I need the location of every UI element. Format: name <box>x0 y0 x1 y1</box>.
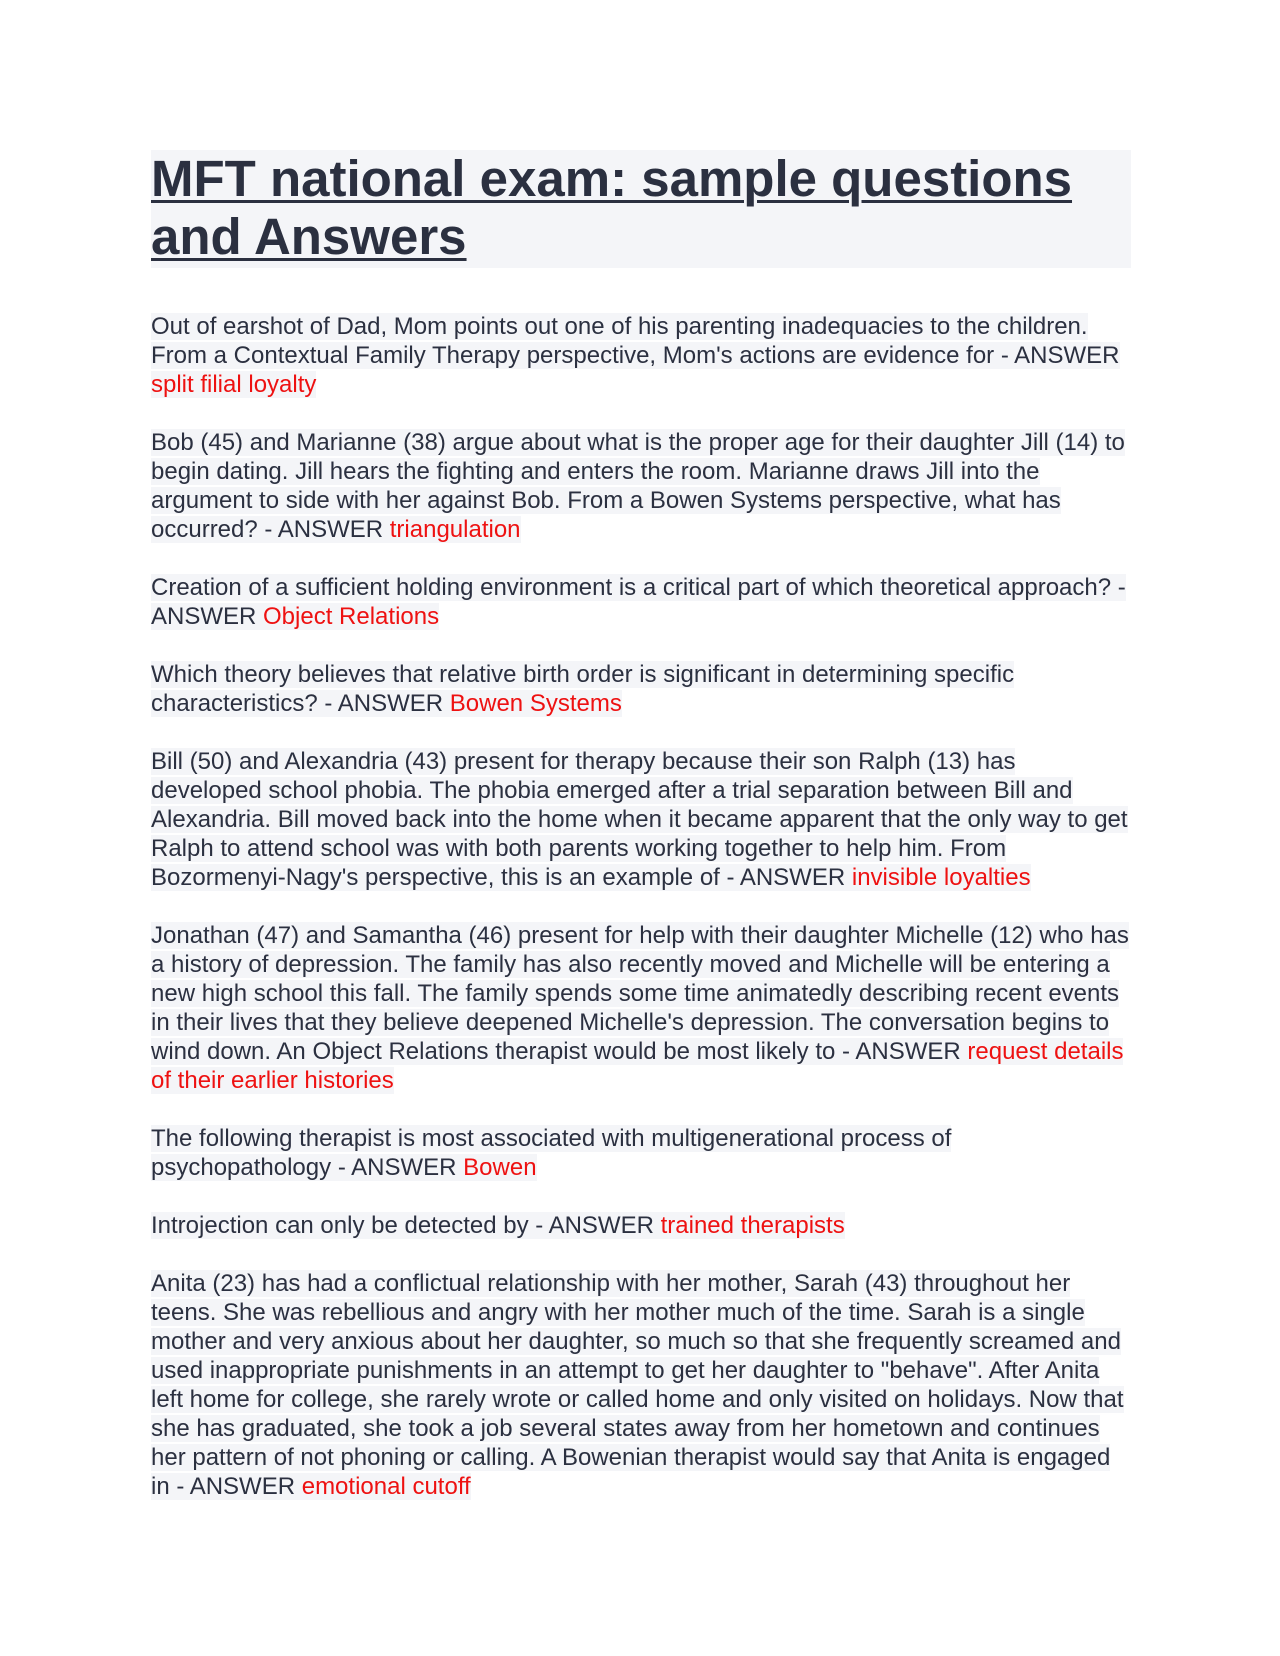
qa-item <box>151 660 1131 718</box>
question-text: Anita (23) has had a conflictual relationship with her mother, Sarah (43) throughout her teens. She was rebellious and angry with her mother much of the time. Sarah is a single mother and very anxious about her daughter, so much so that she frequently screamed and used inappropriate punishments in an attempt to get her daughter to "behave". After Anita left home for college, she rarely wrote or called home and only visited on holidays. Now that she has graduated, she took a job several states away from her hometown and continues her pattern of not phoning or calling. A Bowenian therapist would say that Anita is engaged in <box>151 1270 1124 1500</box>
answer-marker: - ANSWER <box>324 690 444 717</box>
qa-item <box>151 573 1131 631</box>
answer-marker: - ANSWER <box>264 516 384 543</box>
answer-marker: - ANSWER <box>1000 342 1120 369</box>
document-page <box>151 150 1131 1530</box>
qa-text <box>151 1270 1124 1500</box>
qa-item <box>151 428 1131 544</box>
qa-text <box>151 429 1125 543</box>
question-text: Which theory believes that relative birth order is significant in determining specific characteristics? <box>151 661 1015 717</box>
answer-marker: - ANSWER <box>151 574 1126 630</box>
qa-text <box>151 922 1129 1094</box>
question-text: Jonathan (47) and Samantha (46) present for help with their daughter Michelle (12) who has a history of depression. The family has also recently moved and Michelle will be entering a new high school this fall. The family spends some time animatedly describing recent events in their lives that they believe deepened Michelle's depression. The conversation begins to wind down. An Object Relations therapist would be most likely to <box>151 922 1129 1065</box>
answer-text: request details of their earlier histories <box>151 1038 1124 1094</box>
answer-text: invisible loyalties <box>851 864 1031 891</box>
qa-item <box>151 1269 1131 1501</box>
answer-text: emotional cutoff <box>301 1473 471 1500</box>
answer-marker: - ANSWER <box>535 1212 654 1239</box>
answer-marker: - ANSWER <box>337 1154 457 1181</box>
question-text: Creation of a sufficient holding environment is a critical part of which theoretical approach? <box>151 574 1112 601</box>
qa-text <box>151 574 1126 630</box>
qa-item <box>151 1124 1131 1182</box>
qa-text <box>151 1125 951 1181</box>
answer-text: split filial loyalty <box>151 371 317 398</box>
qa-item <box>151 312 1131 399</box>
question-text: Introjection can only be detected by <box>151 1212 529 1239</box>
answer-text: triangulation <box>389 516 521 543</box>
answer-text: Bowen <box>463 1154 537 1181</box>
answer-marker: - ANSWER <box>726 864 846 891</box>
question-text: Bill (50) and Alexandria (43) present for therapy because their son Ralph (13) has developed school phobia. The phobia emerged after a trial separation between Bill and Alexandria. Bill moved back into the home when it became apparent that the only way to get Ralph to attend school was with both parents working together to help him. From Bozormenyi-Nagy's perspective, this is an example of <box>151 748 1128 891</box>
answer-text: Object Relations <box>263 603 440 630</box>
qa-text <box>151 313 1120 398</box>
question-text: Bob (45) and Marianne (38) argue about what is the proper age for their daughter Jill (14) to begin dating. Jill hears the fighting and enters the room. Marianne draws Jill into the argument to side with her against Bob. From a Bowen Systems perspective, what has occurred? <box>151 429 1125 543</box>
qa-text <box>151 1212 845 1239</box>
question-text: The following therapist is most associated with multigenerational process of psychopathology <box>151 1125 952 1181</box>
document-title: MFT national exam: sample questions and Answers <box>151 150 1131 268</box>
answer-text: Bowen Systems <box>449 690 622 717</box>
qa-item <box>151 747 1131 892</box>
qa-item <box>151 921 1131 1095</box>
answer-marker: - ANSWER <box>842 1038 961 1065</box>
question-text: Out of earshot of Dad, Mom points out one of his parenting inadequacies to the children. From a Contextual Family Therapy perspective, Mom's actions are evidence for <box>151 313 1088 369</box>
qa-text <box>151 748 1128 891</box>
answer-marker: - ANSWER <box>176 1473 296 1500</box>
answer-text: trained therapists <box>660 1212 845 1239</box>
qa-list <box>151 312 1131 1501</box>
qa-text <box>151 661 1014 717</box>
qa-item <box>151 1211 1131 1240</box>
